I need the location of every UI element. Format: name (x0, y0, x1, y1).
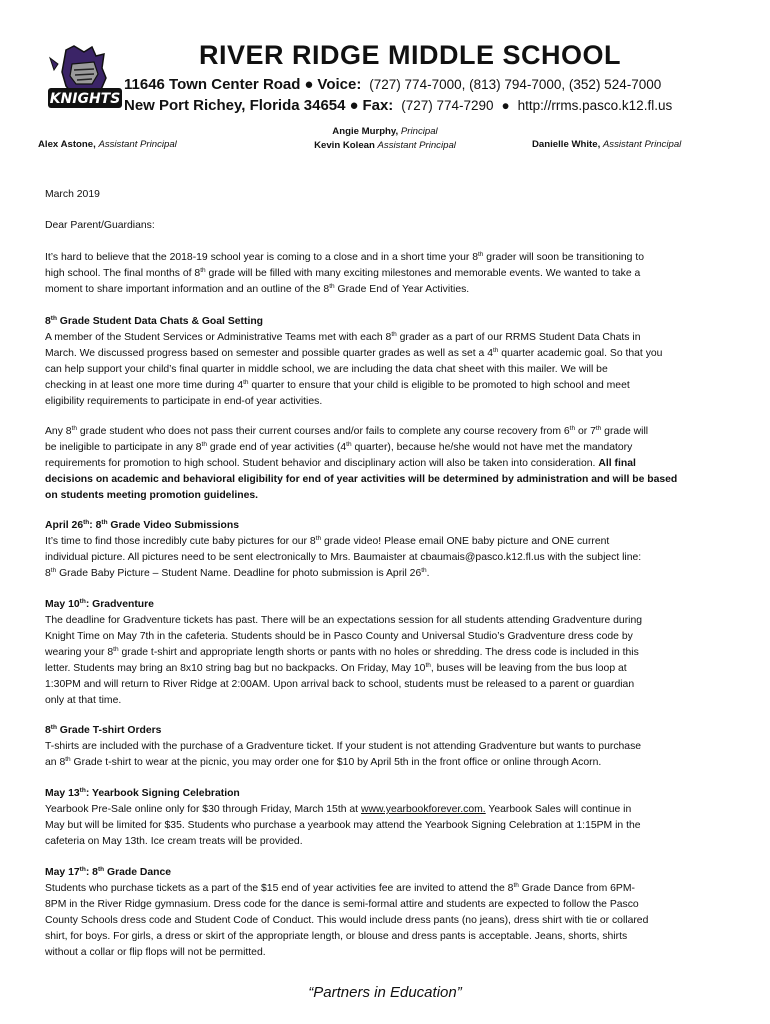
section-tshirt-orders (45, 723, 728, 771)
section-heading (45, 518, 728, 534)
text-line (45, 424, 728, 440)
bullet-separator: ● (349, 97, 359, 114)
knights-logo (44, 44, 126, 116)
ordinal-suffix: th (113, 646, 119, 653)
school-name: RIVER RIDGE MIDDLE SCHOOL (198, 40, 622, 70)
text-run: requirements for promotion to high school. Student behavior and disciplinary action will also be taken into consideration. (45, 458, 596, 469)
ordinal-suffix: th (569, 425, 576, 432)
ordinal-suffix: th (50, 724, 57, 731)
city-state-zip: New Port Richey, Florida 34654 (124, 97, 346, 114)
text-run: grade will (601, 426, 649, 437)
staff-title: Assistant Principal (377, 140, 456, 151)
text-run: high school. The final months of 8 (45, 268, 201, 279)
text-run: , buses will be leaving from the bus loop at (430, 663, 627, 674)
voice-label: Voice: (317, 76, 362, 93)
text-run: an 8 (45, 757, 66, 768)
text-line: Knight Time on May 7th in the cafeteria. Students should be in Pasco County and Universal Studio’s Gradventure dress code by (45, 631, 633, 642)
text-run: Grade Baby Picture – Student Name. Deadline for photo submission is April 26 (56, 568, 422, 579)
text-run: quarter), because he/she would not have met the mandatory (351, 442, 633, 453)
text-run: Yearbook Pre-Sale online only for $30 through Friday, March 15th at (45, 804, 361, 815)
text-run: : Gradventure (85, 599, 154, 610)
section-dance (45, 865, 728, 961)
footer-motto: “Partners in Education” (308, 984, 462, 1001)
text-line: decisions on academic and behavioral eligibility for end of year activities will be determined by administration and will be based (45, 474, 678, 485)
eligibility-paragraph (45, 424, 728, 504)
intro-paragraph (45, 250, 728, 298)
text-run: May 17 (45, 867, 80, 878)
ordinal-suffix: th (346, 441, 352, 448)
text-run: Grade Dance from 6PM- (518, 883, 635, 894)
text-line (45, 250, 728, 266)
staff-name: Danielle White, (532, 139, 601, 150)
text-line (45, 330, 728, 346)
fax-number: (727) 774-7290 (401, 98, 494, 113)
section-gradventure (45, 597, 728, 709)
text-run: May 13 (45, 788, 80, 799)
text-run: : 8 (85, 867, 98, 878)
text-line (45, 645, 728, 661)
text-run: Grade Student Data Chats & Goal Setting (56, 316, 264, 327)
text-line: County Schools dress code and Student Code of Conduct. This would include dress pants (no jeans), dress shirt with tie or collared (45, 915, 649, 926)
text-line (45, 456, 728, 472)
school-url[interactable]: http://rrms.pasco.k12.fl.us (517, 98, 673, 113)
text-run: letter. Students may bring an 8x10 string bag but no backpacks. On Friday, May 10 (45, 663, 426, 674)
ordinal-suffix: th (425, 662, 431, 669)
staff-name: Angie Murphy, (332, 126, 399, 137)
text-line (45, 440, 728, 456)
section-heading (45, 865, 728, 881)
section-video-submissions (45, 518, 728, 582)
ordinal-suffix: th (329, 283, 335, 290)
text-line: individual picture. All pictures need to be sent electronically to Mrs. Baumaister at cbaumais@pasco.k12.fl.us with the subject line: (45, 552, 642, 563)
text-line (45, 881, 728, 897)
text-run: grader will soon be transitioning to (483, 252, 644, 263)
staff-title: Assistant Principal (602, 139, 682, 150)
section-data-chats (45, 314, 728, 410)
text-run: moment to share important information and an outline of the 8 (45, 284, 330, 295)
text-line (45, 802, 728, 818)
text-run: grade will be filled with many exciting milestones and memorable events. We wanted to take a (205, 268, 641, 279)
text-run: April 26 (45, 520, 84, 531)
text-line: without a collar or flip flops will not be permitted. (45, 947, 266, 958)
text-line (45, 755, 728, 771)
text-run: Grade End of Year Activities. (334, 284, 470, 295)
text-run: . (426, 568, 430, 579)
text-line: 8PM in the River Ridge gymnasium. Dress code for the dance is semi-formal attire and students are expected to follow the Pasco (45, 899, 639, 910)
text-run: quarter academic goal. So that you (498, 348, 663, 359)
text-run: A member of the Student Services or Administrative Teams met with each 8 (45, 332, 392, 343)
text-run: grade student who does not pass their current courses and/or fails to complete any course recovery from 6 (77, 426, 570, 437)
ordinal-suffix: th (243, 379, 249, 386)
ordinal-suffix: th (83, 519, 90, 526)
text-run: Grade t-shirt to wear at the picnic, you may order one for $10 by April 5th in the front office or online through Acorn. (70, 757, 602, 768)
ordinal-suffix: th (50, 567, 57, 574)
ordinal-suffix: th (71, 425, 77, 432)
text-run: or 7 (575, 426, 596, 437)
text-run: quarter to ensure that your child is eligible to be promoted to high school and meet (248, 380, 630, 391)
ordinal-suffix: th (79, 866, 86, 873)
text-run: be ineligible to participate in any 8 (45, 442, 202, 453)
staff-title: Principal (400, 126, 438, 137)
ordinal-suffix: th (315, 535, 322, 542)
section-yearbook (45, 786, 728, 850)
text-run: grade t-shirt and appropriate length shorts or pants with no holes or shredding. The dress code is included in this (118, 647, 639, 658)
text-run: wearing your 8 (45, 647, 114, 658)
text-run: 8 (45, 568, 51, 579)
text-line: can help support your child’s final quarter in middle school, we are including the data chat sheet with this mailer. We will be (45, 364, 608, 375)
staff-assistant-principal-right (532, 139, 681, 150)
staff-name: Kevin Kolean (314, 140, 375, 151)
ordinal-suffix: th (97, 866, 105, 873)
staff-title: Assistant Principal (98, 139, 177, 150)
knight-helmet-icon (44, 44, 126, 116)
text-line: on students meeting promotion guidelines. (45, 490, 259, 501)
text-run: Students who purchase tickets as a part of the $15 end of year activities fee are invited to attend the 8 (45, 883, 514, 894)
voice-numbers: (727) 774-7000, (813) 794-7000, (352) 524-7000 (369, 77, 662, 92)
yearbook-link[interactable]: www.yearbookforever.com. (360, 804, 486, 815)
ordinal-suffix: th (595, 425, 602, 432)
text-line: only at that time. (45, 695, 122, 706)
text-line: May but will be limited for $35. Students who purchase a yearbook may attend the Yearbook Signing Celebration at 1:15PM in the (45, 820, 641, 831)
text-run: : Yearbook Signing Celebration (85, 788, 240, 799)
text-run: checking in at least one more time during 4 (45, 380, 244, 391)
ordinal-suffix: th (201, 441, 207, 448)
text-line: shirt, for boys. For girls, a dress or skirt of the appropriate length, or blouse and dress pants is acceptable. Jeans, shorts, shirts (45, 931, 628, 942)
text-run: May 10 (45, 599, 80, 610)
ordinal-suffix: th (79, 787, 86, 794)
text-line: cafeteria on May 13th. Ice cream treats will be provided. (45, 836, 303, 847)
text-line: T-shirts are included with the purchase of a Gradventure ticket. If your student is not attending Gradventure but wants to purchase (45, 741, 642, 752)
ordinal-suffix: th (65, 756, 71, 763)
text-run: Any 8 (45, 426, 72, 437)
text-line: 1:30PM and will return to River Ridge at 2:00AM. Upon arrival back to school, students must be released to a parent or guardian (45, 679, 635, 690)
text-line (45, 282, 728, 298)
bullet-separator: ● (304, 76, 314, 93)
text-line (45, 266, 728, 282)
fax-label: Fax: (362, 97, 394, 114)
text-run: Grade Video Submissions (107, 520, 240, 531)
ordinal-suffix: th (79, 598, 86, 605)
text-line (45, 378, 728, 394)
section-heading (45, 314, 728, 330)
text-run: 8 (45, 316, 51, 327)
ordinal-suffix: th (421, 567, 427, 574)
ordinal-suffix: th (493, 347, 499, 354)
text-run: grade video! Please email ONE baby picture and ONE current (321, 536, 610, 547)
section-heading (45, 723, 728, 739)
text-run: March. We discussed progress based on semester and possible quarter grades as well as set a 4 (45, 348, 493, 359)
text-line (45, 346, 728, 362)
ordinal-suffix: th (478, 251, 484, 258)
text-run: grader as a part of our RRMS Student Data Chats in (396, 332, 641, 343)
section-heading (45, 786, 728, 802)
ordinal-suffix: th (101, 519, 108, 526)
letter-date: March 2019 (45, 189, 100, 200)
text-run: Grade T-shirt Orders (56, 725, 162, 736)
text-run: It’s time to find those incredibly cute baby pictures for our 8 (45, 536, 316, 547)
ordinal-suffix: th (391, 331, 397, 338)
address-line-1 (124, 76, 661, 93)
text-run: Yearbook Sales will continue in (485, 804, 632, 815)
text-run: It’s hard to believe that the 2018-19 school year is coming to a close and in a short time your 8 (45, 252, 478, 263)
url-separator: ● (501, 98, 510, 113)
ordinal-suffix: th (513, 882, 519, 889)
text-line (45, 534, 728, 550)
text-run: 8 (45, 725, 51, 736)
staff-principal (0, 125, 770, 139)
staff-name: Alex Astone, (38, 139, 96, 150)
text-run: All final (598, 458, 636, 469)
address-line-2 (124, 97, 672, 114)
text-line: eligibility requirements to participate in end-of year activities. (45, 396, 323, 407)
ordinal-suffix: th (200, 267, 206, 274)
ordinal-suffix: th (50, 315, 57, 322)
text-run: : 8 (89, 520, 102, 531)
text-line (45, 661, 728, 677)
text-line: The deadline for Gradventure tickets has past. There will be an expectations session for all students attending Gradventure during (45, 615, 643, 626)
section-heading (45, 597, 728, 613)
street-address: 11646 Town Center Road (124, 76, 301, 93)
text-run: Grade Dance (104, 867, 172, 878)
letter-salutation: Dear Parent/Guardians: (45, 220, 155, 231)
logo-wordmark: KNIGHTS (49, 91, 121, 107)
text-run: grade end of year activities (4 (206, 442, 347, 453)
text-line (45, 566, 728, 582)
